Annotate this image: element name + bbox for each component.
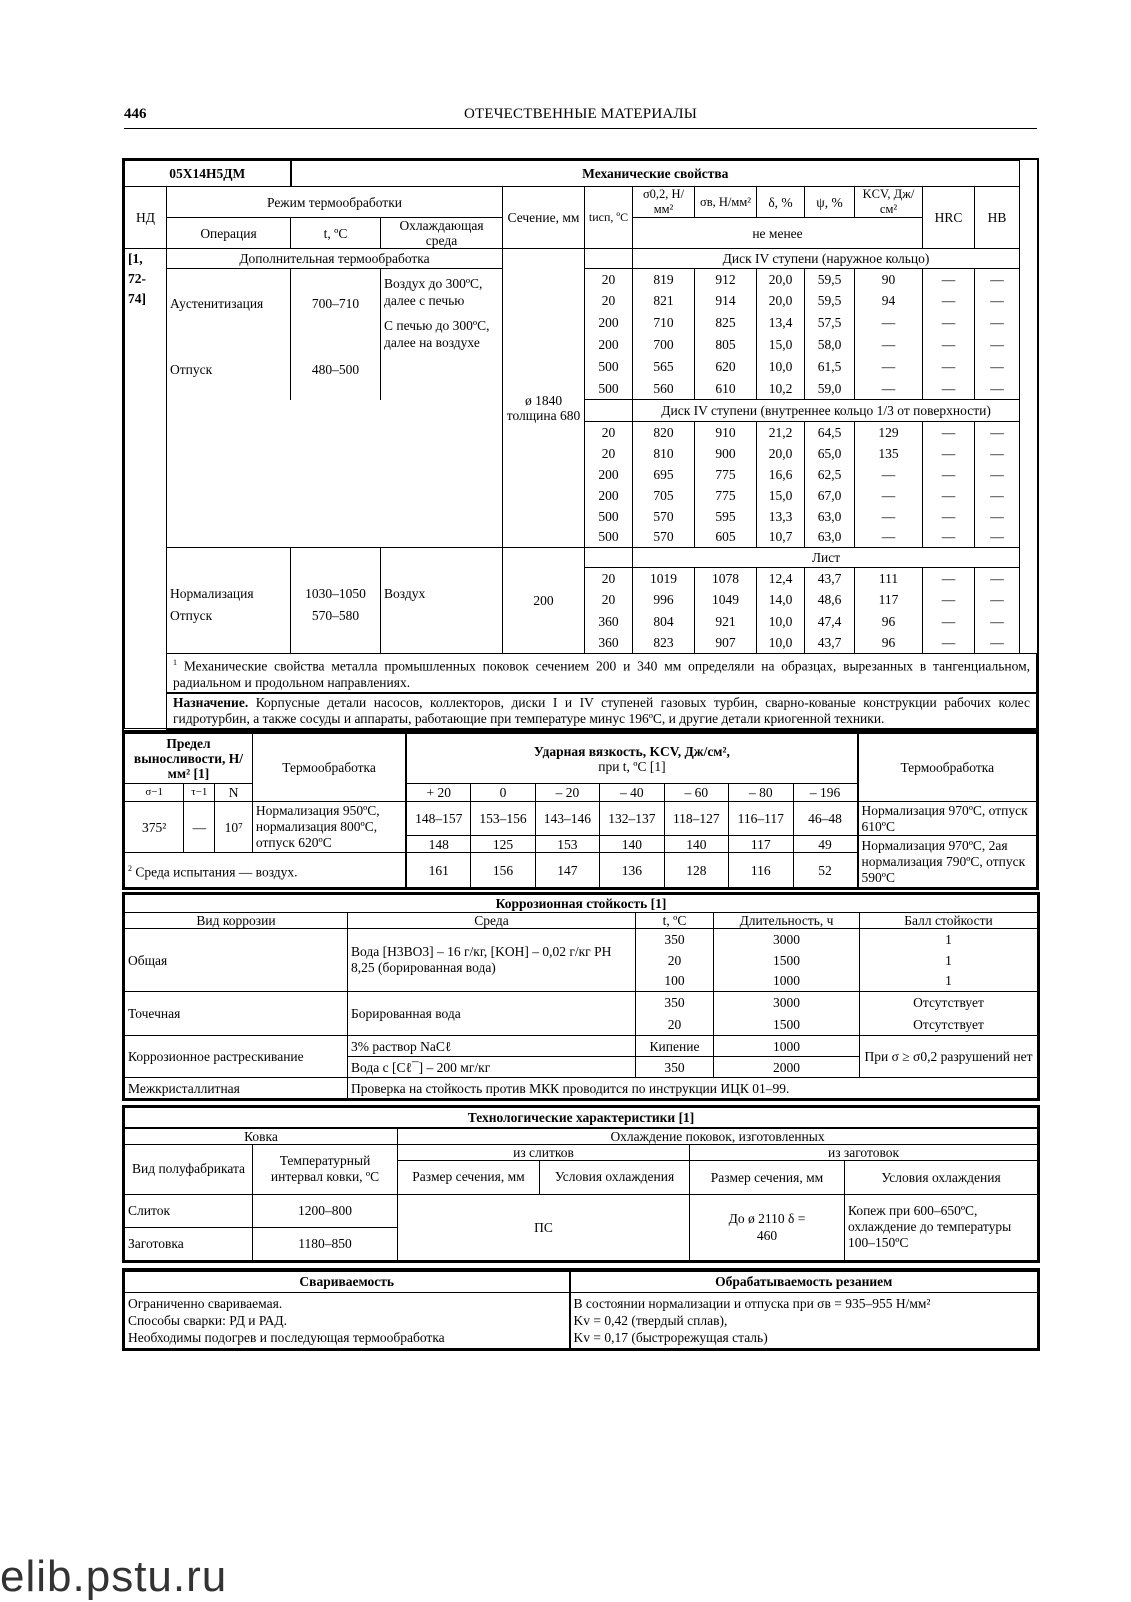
corr-t-header: t, ºC: [636, 913, 714, 929]
cell: —: [855, 506, 923, 527]
cell: —: [923, 443, 975, 464]
cell: 43,7: [805, 633, 855, 654]
cell: 59,5: [805, 269, 855, 290]
cell: —: [855, 485, 923, 506]
mech-title: Механические свойства: [291, 161, 1020, 187]
impact-cell: 46–48: [793, 802, 858, 836]
temp-header: – 80: [729, 784, 793, 802]
ttest-header: tисп, ºC: [585, 187, 633, 249]
cell: 94: [855, 290, 923, 312]
cell: 907: [695, 633, 757, 654]
cell: 47,4: [805, 611, 855, 633]
cell: 1500: [714, 1014, 860, 1036]
temp-header: – 60: [664, 784, 728, 802]
cell: 10,7: [757, 527, 805, 548]
cell: Кипение: [636, 1036, 714, 1057]
corrosion-title: Коррозионная стойкость [1]: [125, 895, 1038, 913]
sigma-value: 375²: [125, 802, 184, 853]
cooling-header: Охлаждающая среда: [381, 218, 503, 249]
size1-header: Размер сечения, мм: [398, 1160, 540, 1194]
cell: —: [923, 422, 975, 443]
corr-general: Общая: [125, 929, 348, 992]
cell: 914: [695, 290, 757, 312]
temps-1: 700–710 480–500: [291, 269, 381, 400]
cell: 2000: [714, 1057, 860, 1078]
cell: —: [975, 506, 1020, 527]
trange-header: Температурный интервал ковки, ºC: [253, 1144, 398, 1194]
cell: 61,5: [805, 356, 855, 378]
impact-cell: 125: [471, 836, 535, 853]
cell: —: [855, 378, 923, 400]
cell: 59,0: [805, 378, 855, 400]
machining-text: В состоянии нормализации и отпуска при σв = 935–955 Н/мм² Kv = 0,42 (твердый сплав), Kv = 0,17 (быстрорежущая сталь): [570, 1292, 1038, 1348]
operations-1: Аустенитизация Отпуск: [167, 269, 291, 400]
impact-cell: 148: [406, 836, 470, 853]
temp-header: 0: [471, 784, 535, 802]
cell: 775: [695, 485, 757, 506]
cell: —: [855, 312, 923, 334]
group-3: Лист: [633, 548, 1020, 568]
cell: 20: [585, 589, 633, 611]
cell: 3000: [714, 929, 860, 950]
cell: 560: [633, 378, 695, 400]
purpose: Назначение. Корпусные детали насосов, коллекторов, диски I и IV ступеней газовых турбин, сварно-кованые конструкции рабочих колес гидротурбин, а также сосуды и аппараты, работающие при температуре минус 196ºC, и другие детали криогенной техники.: [167, 693, 1037, 729]
cell: 1049: [695, 589, 757, 611]
corr-scc-score: При σ ≥ σ0,2 разрушений нет: [860, 1036, 1038, 1078]
fatigue-title: Предел выносливости, Н/мм² [1]: [125, 734, 253, 784]
cell: 16,6: [757, 464, 805, 485]
cell: 58,0: [805, 334, 855, 356]
cell: 100: [636, 971, 714, 992]
cell: 20: [585, 568, 633, 589]
section-1: ø 1840 толщина 680: [503, 249, 585, 548]
cell: 20: [585, 443, 633, 464]
cooling-header: Охлаждение поковок, изготовленных: [398, 1128, 1038, 1145]
section-2: 200: [503, 548, 585, 654]
cell: 1078: [695, 568, 757, 589]
cell: —: [923, 290, 975, 312]
cell: —: [855, 464, 923, 485]
cell: 10,0: [757, 611, 805, 633]
cell: 900: [695, 443, 757, 464]
cell: 360: [585, 611, 633, 633]
cond2-header: Условия охлаждения: [845, 1160, 1038, 1194]
cell: 1: [860, 950, 1038, 971]
min-header: не менее: [633, 218, 923, 249]
cell: 910: [695, 422, 757, 443]
cell: 565: [633, 356, 695, 378]
impact-ht-header: Термообработка: [858, 734, 1037, 802]
impact-cell: 136: [600, 853, 664, 888]
nd-reference: [1, 72- 74]: [125, 249, 167, 729]
cell: 14,0: [757, 589, 805, 611]
cell: 819: [633, 269, 695, 290]
impact-cell: 140: [664, 836, 728, 853]
page-header: [124, 106, 1037, 129]
t-header: t, ºC: [291, 218, 381, 249]
corr-scc-env2: Вода с [Cℓ¯] – 200 мг/кг: [348, 1057, 636, 1078]
cell: 111: [855, 568, 923, 589]
grade-name: 05Х14Н5ДМ: [125, 161, 291, 187]
corr-pitting: Точечная: [125, 992, 348, 1036]
operations-3: Нормализация Отпуск: [167, 548, 291, 654]
cell: 825: [695, 312, 757, 334]
cell: 620: [695, 356, 757, 378]
cell: 20: [636, 950, 714, 971]
cell: Отсутствует: [860, 992, 1038, 1014]
impact-cell: 52: [793, 853, 858, 888]
impact-cell: 140: [600, 836, 664, 853]
cell: 10,0: [757, 633, 805, 654]
cell: 12,4: [757, 568, 805, 589]
cooling-3: Воздух: [381, 548, 503, 654]
cell: —: [923, 269, 975, 290]
cell: 912: [695, 269, 757, 290]
tau-header: τ−1: [184, 784, 215, 802]
machining-title: Обрабатываемость резанием: [570, 1271, 1038, 1292]
semi-2: Заготовка: [125, 1227, 253, 1260]
impact-ht-2: Нормализация 970ºC, 2ая нормализация 790ºC, отпуск 590ºC: [858, 836, 1037, 888]
cell: 1: [860, 971, 1038, 992]
corr-scc-env1: 3% раствор NaCℓ: [348, 1036, 636, 1057]
corrosion-table: [124, 894, 1038, 1099]
running-title: ОТЕЧЕСТВЕННЫЕ МАТЕРИАЛЫ: [463, 106, 698, 122]
cell: 500: [585, 356, 633, 378]
cell: 1000: [714, 971, 860, 992]
impact-title: Ударная вязкость, KCV, Дж/см², при t, ºC [1]: [406, 734, 857, 784]
cooling-1: Воздух до 300ºC, далее с печью С печью до 300ºC, далее на воздухе: [381, 269, 503, 400]
cell: 3000: [714, 992, 860, 1014]
cell: 1500: [714, 950, 860, 971]
sv-header: σв, Н/мм²: [695, 187, 757, 218]
cell: 13,4: [757, 312, 805, 334]
cell: 10,0: [757, 356, 805, 378]
cell: —: [975, 568, 1020, 589]
cell: —: [855, 334, 923, 356]
operation-header: Операция: [167, 218, 291, 249]
cell: 200: [585, 312, 633, 334]
cell: —: [975, 312, 1020, 334]
size2-header: Размер сечения, мм: [690, 1160, 845, 1194]
cell: 48,6: [805, 589, 855, 611]
psi-header: ψ, %: [805, 187, 855, 218]
impact-cell: 147: [535, 853, 599, 888]
cell: 62,5: [805, 464, 855, 485]
corr-env-header: Среда: [348, 913, 636, 929]
impact-cell: 49: [793, 836, 858, 853]
tau-value: —: [184, 802, 215, 853]
nd-header: НД: [125, 187, 167, 249]
weld-machining-table: [124, 1270, 1038, 1349]
cell: —: [855, 356, 923, 378]
weld-title: Свариваемость: [125, 1271, 570, 1292]
impact-cell: 148–157: [406, 802, 470, 836]
cell: 15,0: [757, 334, 805, 356]
impact-cell: 118–127: [664, 802, 728, 836]
trange-2: 1180–850: [253, 1227, 398, 1260]
cell: 500: [585, 378, 633, 400]
cell: —: [855, 527, 923, 548]
semi-1: Слиток: [125, 1194, 253, 1227]
fatigue-ht: Нормализация 950ºC, нормализация 800ºC, отпуск 620ºC: [252, 802, 406, 853]
cell: 20,0: [757, 443, 805, 464]
cell: —: [975, 422, 1020, 443]
cell: 43,7: [805, 568, 855, 589]
cell: 1019: [633, 568, 695, 589]
cell: 96: [855, 633, 923, 654]
forging-header: Ковка: [125, 1128, 398, 1145]
cell: 200: [585, 464, 633, 485]
sigma-header: σ−1: [125, 784, 184, 802]
corr-general-env: Вода [H3BO3] – 16 г/кг, [KOH] – 0,02 г/кг PH 8,25 (борированная вода): [348, 929, 636, 992]
footnote-1: $^1$ Механические свойства металла промышленных поковок сечением 200 и 340 мм определяли на образцах, вырезанных в тангенциальном, радиальном и продольном направлениях.: [167, 654, 1037, 693]
cell: 67,0: [805, 485, 855, 506]
corr-dur-header: Длительность, ч: [714, 913, 860, 929]
page-number: 446: [124, 106, 147, 122]
cell: 129: [855, 422, 923, 443]
cell: 700: [633, 334, 695, 356]
regime-header: Режим термообработки: [167, 187, 503, 218]
cell: 63,0: [805, 527, 855, 548]
cond1-header: Условия охлаждения: [540, 1160, 690, 1194]
blanks-header: из заготовок: [690, 1144, 1038, 1160]
cell: 695: [633, 464, 695, 485]
cell: 595: [695, 506, 757, 527]
watermark: elib.pstu.ru: [0, 1552, 228, 1601]
impact-cell: 128: [664, 853, 728, 888]
cell: 820: [633, 422, 695, 443]
cell: —: [923, 568, 975, 589]
corr-scc: Коррозионное растрескивание: [125, 1036, 348, 1078]
extra-ht: Дополнительная термообработка: [167, 249, 503, 269]
temp-header: – 40: [600, 784, 664, 802]
cell: —: [975, 633, 1020, 654]
impact-cell: 153: [535, 836, 599, 853]
impact-ht-1: Нормализация 970ºC, отпуск 610ºC: [858, 802, 1037, 836]
cell: 350: [636, 929, 714, 950]
impact-cell: 116–117: [729, 802, 793, 836]
impact-cell: 132–137: [600, 802, 664, 836]
footnote-2: $^2$ Среда испытания — воздух.: [125, 853, 407, 888]
cell: 10,2: [757, 378, 805, 400]
cell: 117: [855, 589, 923, 611]
cell: 360: [585, 633, 633, 654]
cell: Отсутствует: [860, 1014, 1038, 1036]
blank-size: До ø 2110 δ = 460: [690, 1194, 845, 1260]
group-2: Диск IV ступени (внутреннее кольцо 1/3 от поверхности): [633, 400, 1020, 422]
temps-3: 1030–1050 570–580: [291, 548, 381, 654]
cell: 810: [633, 443, 695, 464]
cell: —: [975, 269, 1020, 290]
cell: —: [923, 356, 975, 378]
n-header: N: [215, 784, 252, 802]
fatigue-ht-header: Термообработка: [252, 734, 406, 802]
cell: —: [975, 443, 1020, 464]
cell: —: [923, 485, 975, 506]
n-value: 10⁷: [215, 802, 252, 853]
ingots-header: из слитков: [398, 1144, 690, 1160]
cell: 570: [633, 506, 695, 527]
cell: 200: [585, 485, 633, 506]
corr-pitting-env: Борированная вода: [348, 992, 636, 1036]
cell: —: [923, 378, 975, 400]
hrc-header: HRC: [923, 187, 975, 249]
cell: —: [975, 485, 1020, 506]
cell: 996: [633, 589, 695, 611]
cell: —: [975, 464, 1020, 485]
tech-title: Технологические характеристики [1]: [125, 1108, 1038, 1128]
kcv-header: KCV, Дж/см²: [855, 187, 923, 218]
temp-header: – 20: [535, 784, 599, 802]
cell: 705: [633, 485, 695, 506]
cell: —: [923, 611, 975, 633]
cell: 821: [633, 290, 695, 312]
cell: 20: [585, 422, 633, 443]
cell: —: [923, 589, 975, 611]
cell: 20,0: [757, 290, 805, 312]
cell: 350: [636, 1057, 714, 1078]
cell: 605: [695, 527, 757, 548]
impact-cell: 117: [729, 836, 793, 853]
cell: 200: [585, 334, 633, 356]
cell: 20,0: [757, 269, 805, 290]
cell: 570: [633, 527, 695, 548]
cell: 135: [855, 443, 923, 464]
s02-header: σ0,2, Н/мм²: [633, 187, 695, 218]
cell: 350: [636, 992, 714, 1014]
cell: —: [923, 506, 975, 527]
corr-score-header: Балл стойкости: [860, 913, 1038, 929]
corr-type-header: Вид коррозии: [125, 913, 348, 929]
cell: 20: [585, 290, 633, 312]
cell: —: [923, 527, 975, 548]
cell: —: [923, 312, 975, 334]
cell: 65,0: [805, 443, 855, 464]
fatigue-impact-table: [124, 733, 1037, 888]
cell: 823: [633, 633, 695, 654]
cell: —: [975, 527, 1020, 548]
cell: 63,0: [805, 506, 855, 527]
cell: 804: [633, 611, 695, 633]
cell: —: [975, 611, 1020, 633]
cell: 57,5: [805, 312, 855, 334]
cell: 20: [585, 269, 633, 290]
section-header: Сечение, мм: [503, 187, 585, 249]
cell: 20: [636, 1014, 714, 1036]
group-1: Диск IV ступени (наружное кольцо): [633, 249, 1020, 269]
cell: —: [923, 464, 975, 485]
cell: 59,5: [805, 290, 855, 312]
weld-text: Ограниченно свариваемая. Способы сварки: РД и РАД. Необходимы подогрев и последующая термообработка: [125, 1292, 570, 1348]
cell: 610: [695, 378, 757, 400]
impact-cell: 116: [729, 853, 793, 888]
cell: —: [975, 290, 1020, 312]
semi-header: Вид полуфабриката: [125, 1144, 253, 1194]
cell: 775: [695, 464, 757, 485]
impact-cell: 143–146: [535, 802, 599, 836]
ingot-value: ПС: [398, 1194, 690, 1260]
cell: —: [923, 633, 975, 654]
delta-header: δ, %: [757, 187, 805, 218]
cell: —: [975, 589, 1020, 611]
cell: —: [975, 378, 1020, 400]
corr-igc-text: Проверка на стойкость против МКК проводится по инструкции ИЦК 01–99.: [348, 1078, 1038, 1099]
cell: 710: [633, 312, 695, 334]
impact-cell: 156: [471, 853, 535, 888]
cell: 96: [855, 611, 923, 633]
cell: 921: [695, 611, 757, 633]
blank-cond: Копеж при 600–650ºC, охлаждение до температуры 100–150ºC: [845, 1194, 1038, 1260]
cell: 15,0: [757, 485, 805, 506]
cell: —: [975, 334, 1020, 356]
tech-table: [124, 1107, 1038, 1261]
cell: 500: [585, 506, 633, 527]
mechanical-properties-table: [124, 160, 1037, 730]
cell: 90: [855, 269, 923, 290]
cell: 1000: [714, 1036, 860, 1057]
corr-igc: Межкристаллитная: [125, 1078, 348, 1099]
cell: 805: [695, 334, 757, 356]
blank-cell: [167, 400, 503, 548]
cell: 500: [585, 527, 633, 548]
hb-header: HB: [975, 187, 1020, 249]
temp-header: – 196: [793, 784, 858, 802]
cell: —: [975, 356, 1020, 378]
trange-1: 1200–800: [253, 1194, 398, 1227]
cell: —: [923, 334, 975, 356]
impact-cell: 153–156: [471, 802, 535, 836]
cell: 64,5: [805, 422, 855, 443]
impact-cell: 161: [406, 853, 470, 888]
cell: 21,2: [757, 422, 805, 443]
cell: 1: [860, 929, 1038, 950]
temp-header: + 20: [406, 784, 470, 802]
cell: 13,3: [757, 506, 805, 527]
